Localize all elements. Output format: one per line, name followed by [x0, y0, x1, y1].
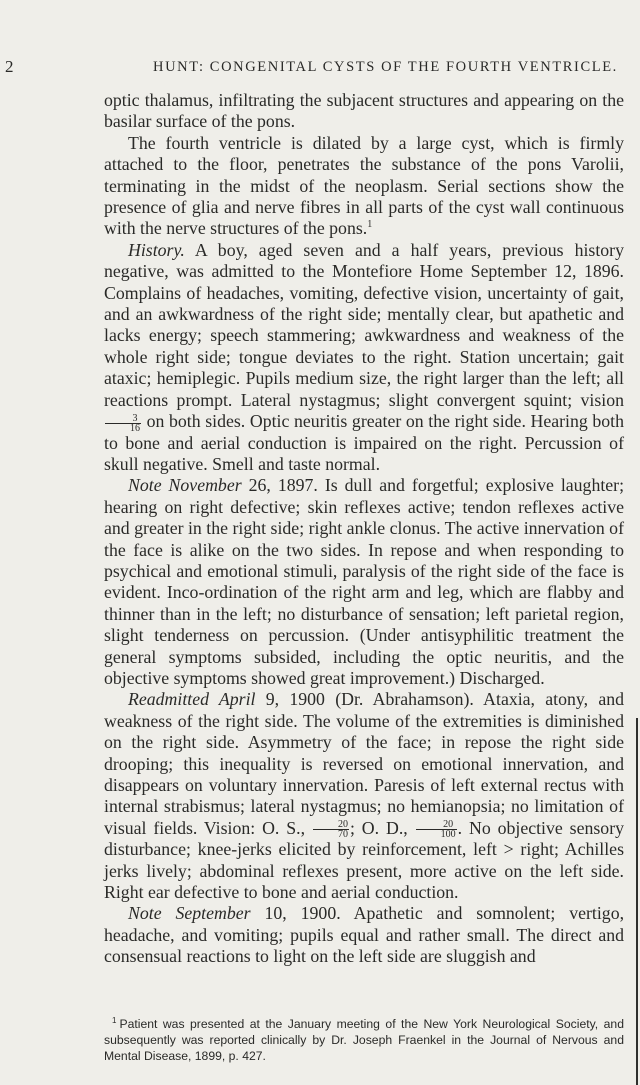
footnote	[104, 1016, 624, 1064]
vision-fraction: $\frac{3}{16}$	[105, 414, 141, 433]
note-november-label: Note November	[128, 475, 242, 496]
running-head: HUNT: CONGENITAL CYSTS OF THE FOURTH VENTRICLE.	[153, 59, 618, 75]
history-label: History.	[128, 239, 185, 260]
page-number: 2	[5, 57, 14, 76]
paragraph-fourth-ventricle: The fourth ventricle is dilated by a large cyst, which is firmly attached to the floor, penetrates the substance of the pons Varolii, terminating in the midst of the neoplasm. Serial sections show the presence of glia and nerve fibres in all parts of the cyst wall continuous with the nerve structures of the pons.$^1$	[104, 132, 624, 239]
vision-os-fraction: $\frac{20}{70}$	[313, 820, 349, 839]
paragraph-history: History. A boy, aged seven and a half years, previous history negative, was admitted to the Montefiore Home September 12, 1896. Complains of headaches, vomiting, defective vision, uncertainty of gait, and an awkwardness of the right side; mentally clear, but apathetic and lacks energy; speech stammering; awkwardness and weakness of the whole right side; tongue deviates to the right. Station uncertain; gait ataxic; hemiplegic. Pupils medium size, the right larger than the left; all reactions prompt. Lateral nystagmus; slight convergent squint; vision $\frac{3}{16}$ on both sides. Optic neuritis greater on the right side. Hearing both to bone and aerial conduction is impaired on the right. Percussion of skull negative. Smell and taste normal.	[104, 239, 625, 474]
page-header	[0, 57, 640, 79]
note-september-label: Note September	[128, 903, 251, 924]
page-edge-line	[636, 718, 638, 1085]
paragraph-readmitted: Readmitted April 9, 1900 (Dr. Abrahamson). Ataxia, atony, and weakness of the right side. The volume of the extremities is diminished on the right side. Asymmetry of the face; in repose the right side drooping; this inequality is reversed on emotional innervation, and disappears on voluntary innervation. Paresis of left external rectus with internal strabismus; lateral nystagmus; no hemianopsia; no limitation of visual fields. Vision: O. S., $\frac{20}{70}$ ; O. D., $\frac{20}{100}$ . No objective sensory disturbance; knee-jerks elicited by reinforcement, left > right; Achilles jerks lively; abdominal reflexes present, more active on the left side. Right ear defective to bone and aerial conduction.	[104, 689, 625, 903]
paragraph-note-november: Note November 26, 1897. Is dull and forgetful; explosive laughter; hearing on right defective; skin reflexes active; tendon reflexes active and greater in the right side; right ankle clonus. The active innervation of the face is alike on the two sides. In repose and when responding to psychical and emotional stimuli, paralysis of the right side of the face is evident. Inco-ordination of the right arm and leg, which are flabby and thinner than in the left; no disturbance of sensation; left parietal region, slight tenderness on percussion. (Under antisyphilitic treatment the general symptoms subsided, including the optic neuritis, and the objective symptoms showed great improvement.) Discharged.	[104, 475, 625, 688]
body-text	[104, 90, 624, 968]
readmitted-label: Readmitted April	[128, 689, 256, 710]
paragraph-continued: optic thalamus, infiltrating the subjacent structures and appearing on the basilar surface of the pons.	[104, 90, 624, 132]
paragraph-note-september: Note September 10, 1900. Apathetic and somnolent; vertigo, headache, and vomiting; pupils equal and rather small. The direct and consensual reactions to light on the left side are sluggish and	[104, 903, 625, 967]
footnote-reference: 1	[367, 219, 373, 231]
footnote-text: Patient was presented at the January meeting of the New York Neurological Society, and subsequently was reported clinically by Dr. Joseph Fraenkel in the Journal of Nervous and Mental Disease, 1899, p. 427.	[104, 1017, 624, 1063]
vision-od-fraction: $\frac{20}{100}$	[416, 820, 457, 839]
footnote-mark: 1	[112, 1015, 117, 1025]
